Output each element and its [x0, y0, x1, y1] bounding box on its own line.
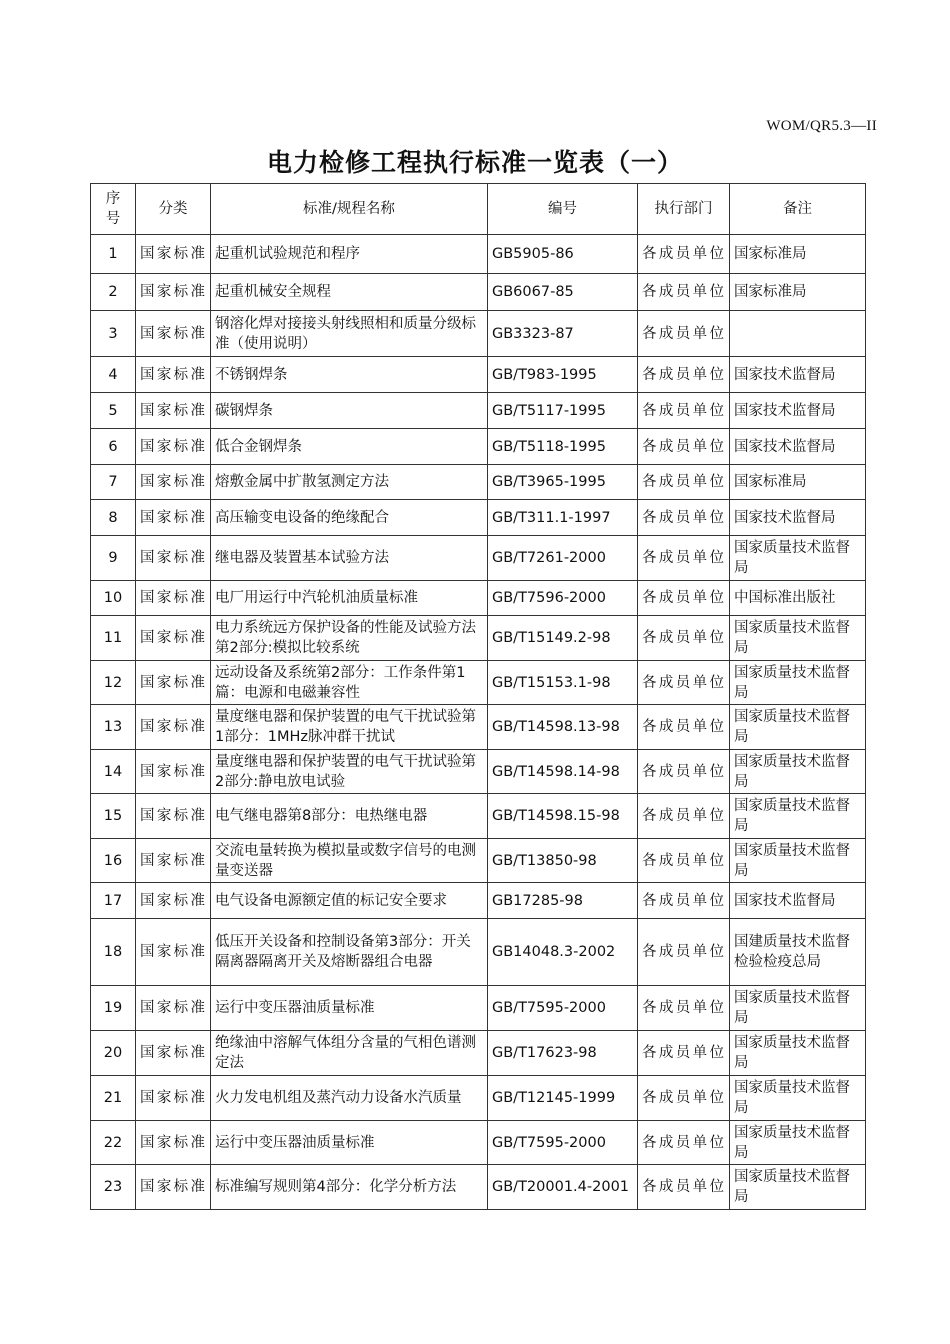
category-cell: 国家标准 — [136, 465, 211, 500]
row-number: 13 — [91, 705, 136, 750]
table-row — [91, 1031, 866, 1076]
note-cell: 国家标准局 — [730, 274, 866, 311]
category-cell: 国家标准 — [136, 429, 211, 465]
table-row — [91, 465, 866, 500]
department-cell: 各成员单位 — [638, 750, 730, 794]
department-cell: 各成员单位 — [638, 357, 730, 393]
row-number: 22 — [91, 1121, 136, 1165]
header-cell-no: 序号 — [91, 184, 136, 235]
standards-table — [90, 183, 866, 1210]
row-number: 5 — [91, 393, 136, 429]
header-cell-note: 备注 — [730, 184, 866, 235]
category-cell: 国家标准 — [136, 393, 211, 429]
table-row — [91, 919, 866, 986]
standard-name-cell: 电气设备电源额定值的标记安全要求 — [211, 883, 488, 919]
table-row — [91, 1076, 866, 1121]
standard-name-cell: 继电器及装置基本试验方法 — [211, 536, 488, 581]
standard-code-cell: GB/T14598.14-98 — [488, 750, 638, 794]
standard-code-cell: GB/T7595-2000 — [488, 1121, 638, 1165]
standard-code-cell: GB/T5117-1995 — [488, 393, 638, 429]
header-cell-code: 编号 — [488, 184, 638, 235]
note-cell: 国家质量技术监督局 — [730, 986, 866, 1031]
note-cell: 国家质量技术监督局 — [730, 536, 866, 581]
department-cell: 各成员单位 — [638, 919, 730, 986]
standard-name-cell: 绝缘油中溶解气体组分含量的气相色谱测定法 — [211, 1031, 488, 1076]
standard-name-cell: 运行中变压器油质量标准 — [211, 986, 488, 1031]
department-cell: 各成员单位 — [638, 235, 730, 274]
row-number: 14 — [91, 750, 136, 794]
table-row — [91, 705, 866, 750]
department-cell: 各成员单位 — [638, 500, 730, 536]
standard-name-cell: 起重机试验规范和程序 — [211, 235, 488, 274]
department-cell: 各成员单位 — [638, 705, 730, 750]
standard-code-cell: GB/T14598.13-98 — [488, 705, 638, 750]
note-cell: 国家质量技术监督局 — [730, 705, 866, 750]
table-row — [91, 750, 866, 794]
standard-name-cell: 不锈钢焊条 — [211, 357, 488, 393]
standard-code-cell: GB/T311.1-1997 — [488, 500, 638, 536]
standard-name-cell: 远动设备及系统第2部分：工作条件第1篇：电源和电磁兼容性 — [211, 661, 488, 705]
table-row — [91, 536, 866, 581]
department-cell: 各成员单位 — [638, 986, 730, 1031]
note-cell: 国家技术监督局 — [730, 393, 866, 429]
table-row — [91, 311, 866, 357]
table-row — [91, 661, 866, 705]
note-cell: 国家质量技术监督局 — [730, 750, 866, 794]
table-row — [91, 274, 866, 311]
header-cell-dept: 执行部门 — [638, 184, 730, 235]
note-cell: 国家质量技术监督局 — [730, 661, 866, 705]
row-number: 8 — [91, 500, 136, 536]
standard-code-cell: GB5905-86 — [488, 235, 638, 274]
header-cell-name: 标准/规程名称 — [211, 184, 488, 235]
category-cell: 国家标准 — [136, 235, 211, 274]
row-number: 11 — [91, 616, 136, 661]
note-cell: 国建质量技术监督检验检疫总局 — [730, 919, 866, 986]
note-cell: 国家技术监督局 — [730, 357, 866, 393]
standard-name-cell: 低合金钢焊条 — [211, 429, 488, 465]
table-row — [91, 986, 866, 1031]
standard-code-cell: GB/T7595-2000 — [488, 986, 638, 1031]
document-title: 电力检修工程执行标准一览表（一） — [266, 148, 683, 177]
department-cell: 各成员单位 — [638, 839, 730, 883]
standard-code-cell: GB/T15149.2-98 — [488, 616, 638, 661]
standard-name-cell: 量度继电器和保护装置的电气干扰试验第2部分:静电放电试验 — [211, 750, 488, 794]
standard-code-cell: GB/T5118-1995 — [488, 429, 638, 465]
department-cell: 各成员单位 — [638, 1031, 730, 1076]
row-number: 19 — [91, 986, 136, 1031]
standard-name-cell: 低压开关设备和控制设备第3部分：开关隔离器隔离开关及熔断器组合电器 — [211, 919, 488, 986]
standard-code-cell: GB/T17623-98 — [488, 1031, 638, 1076]
category-cell: 国家标准 — [136, 794, 211, 839]
table-row — [91, 429, 866, 465]
table-row — [91, 393, 866, 429]
note-cell: 国家技术监督局 — [730, 429, 866, 465]
category-cell: 国家标准 — [136, 311, 211, 357]
row-number: 10 — [91, 581, 136, 616]
category-cell: 国家标准 — [136, 357, 211, 393]
department-cell: 各成员单位 — [638, 581, 730, 616]
standard-name-cell: 高压输变电设备的绝缘配合 — [211, 500, 488, 536]
department-cell: 各成员单位 — [638, 616, 730, 661]
note-cell: 国家质量技术监督局 — [730, 616, 866, 661]
category-cell: 国家标准 — [136, 1076, 211, 1121]
note-cell: 国家质量技术监督局 — [730, 1031, 866, 1076]
note-cell: 中国标准出版社 — [730, 581, 866, 616]
standard-name-cell: 运行中变压器油质量标准 — [211, 1121, 488, 1165]
standard-code-cell: GB/T7261-2000 — [488, 536, 638, 581]
standard-code-cell: GB/T15153.1-98 — [488, 661, 638, 705]
standard-name-cell: 标准编写规则第4部分：化学分析方法 — [211, 1165, 488, 1210]
standard-code-cell: GB14048.3-2002 — [488, 919, 638, 986]
department-cell: 各成员单位 — [638, 794, 730, 839]
table-row — [91, 1121, 866, 1165]
standard-name-cell: 火力发电机组及蒸汽动力设备水汽质量 — [211, 1076, 488, 1121]
standard-code-cell: GB/T12145-1999 — [488, 1076, 638, 1121]
category-cell: 国家标准 — [136, 919, 211, 986]
standard-name-cell: 钢溶化焊对接接头射线照相和质量分级标准（使用说明） — [211, 311, 488, 357]
standard-name-cell: 熔敷金属中扩散氢测定方法 — [211, 465, 488, 500]
row-number: 4 — [91, 357, 136, 393]
row-number: 6 — [91, 429, 136, 465]
standard-code-cell: GB/T7596-2000 — [488, 581, 638, 616]
department-cell: 各成员单位 — [638, 274, 730, 311]
table-row — [91, 794, 866, 839]
standard-name-cell: 电厂用运行中汽轮机油质量标准 — [211, 581, 488, 616]
category-cell: 国家标准 — [136, 500, 211, 536]
standard-code-cell: GB3323-87 — [488, 311, 638, 357]
category-cell: 国家标准 — [136, 616, 211, 661]
standard-name-cell: 碳钢焊条 — [211, 393, 488, 429]
row-number: 20 — [91, 1031, 136, 1076]
standard-name-cell: 电力系统远方保护设备的性能及试验方法第2部分:模拟比较系统 — [211, 616, 488, 661]
department-cell: 各成员单位 — [638, 429, 730, 465]
department-cell: 各成员单位 — [638, 883, 730, 919]
note-cell: 国家技术监督局 — [730, 883, 866, 919]
row-number: 1 — [91, 235, 136, 274]
standard-code-cell: GB17285-98 — [488, 883, 638, 919]
note-cell: 国家质量技术监督局 — [730, 839, 866, 883]
row-number: 7 — [91, 465, 136, 500]
note-cell: 国家标准局 — [730, 465, 866, 500]
header-row — [91, 184, 866, 235]
category-cell: 国家标准 — [136, 883, 211, 919]
header-cell-category: 分类 — [136, 184, 211, 235]
standard-code-cell: GB/T20001.4-2001 — [488, 1165, 638, 1210]
table-row — [91, 1165, 866, 1210]
standard-name-cell: 量度继电器和保护装置的电气干扰试验第1部分：1MHz脉冲群干扰试 — [211, 705, 488, 750]
note-cell: 国家质量技术监督局 — [730, 794, 866, 839]
category-cell: 国家标准 — [136, 1165, 211, 1210]
row-number: 12 — [91, 661, 136, 705]
note-cell: 国家技术监督局 — [730, 500, 866, 536]
standard-code-cell: GB/T13850-98 — [488, 839, 638, 883]
standard-code-cell: GB/T983-1995 — [488, 357, 638, 393]
note-cell: 国家质量技术监督局 — [730, 1121, 866, 1165]
table-row — [91, 500, 866, 536]
table-row — [91, 883, 866, 919]
row-number: 9 — [91, 536, 136, 581]
standard-code-cell: GB/T14598.15-98 — [488, 794, 638, 839]
row-number: 2 — [91, 274, 136, 311]
table-row — [91, 616, 866, 661]
note-cell: 国家标准局 — [730, 235, 866, 274]
department-cell: 各成员单位 — [638, 1121, 730, 1165]
table-row — [91, 581, 866, 616]
category-cell: 国家标准 — [136, 274, 211, 311]
department-cell: 各成员单位 — [638, 465, 730, 500]
category-cell: 国家标准 — [136, 536, 211, 581]
row-number: 18 — [91, 919, 136, 986]
category-cell: 国家标准 — [136, 581, 211, 616]
category-cell: 国家标准 — [136, 705, 211, 750]
note-cell: 国家质量技术监督局 — [730, 1165, 866, 1210]
department-cell: 各成员单位 — [638, 536, 730, 581]
row-number: 16 — [91, 839, 136, 883]
row-number: 15 — [91, 794, 136, 839]
department-cell: 各成员单位 — [638, 1076, 730, 1121]
department-cell: 各成员单位 — [638, 393, 730, 429]
note-cell — [730, 311, 866, 357]
category-cell: 国家标准 — [136, 986, 211, 1031]
category-cell: 国家标准 — [136, 661, 211, 705]
row-number: 21 — [91, 1076, 136, 1121]
standard-name-cell: 交流电量转换为模拟量或数字信号的电测量变送器 — [211, 839, 488, 883]
row-number: 17 — [91, 883, 136, 919]
standard-code-cell: GB6067-85 — [488, 274, 638, 311]
document-code: WOM/QR5.3—II — [766, 118, 877, 134]
category-cell: 国家标准 — [136, 1031, 211, 1076]
table-body — [91, 235, 866, 1210]
department-cell: 各成员单位 — [638, 661, 730, 705]
note-cell: 国家质量技术监督局 — [730, 1076, 866, 1121]
standard-name-cell: 电气继电器第8部分：电热继电器 — [211, 794, 488, 839]
row-number: 23 — [91, 1165, 136, 1210]
category-cell: 国家标准 — [136, 839, 211, 883]
department-cell: 各成员单位 — [638, 311, 730, 357]
category-cell: 国家标准 — [136, 1121, 211, 1165]
table-row — [91, 235, 866, 274]
standard-code-cell: GB/T3965-1995 — [488, 465, 638, 500]
table-row — [91, 357, 866, 393]
category-cell: 国家标准 — [136, 750, 211, 794]
standard-name-cell: 起重机械安全规程 — [211, 274, 488, 311]
row-number: 3 — [91, 311, 136, 357]
table-row — [91, 839, 866, 883]
department-cell: 各成员单位 — [638, 1165, 730, 1210]
